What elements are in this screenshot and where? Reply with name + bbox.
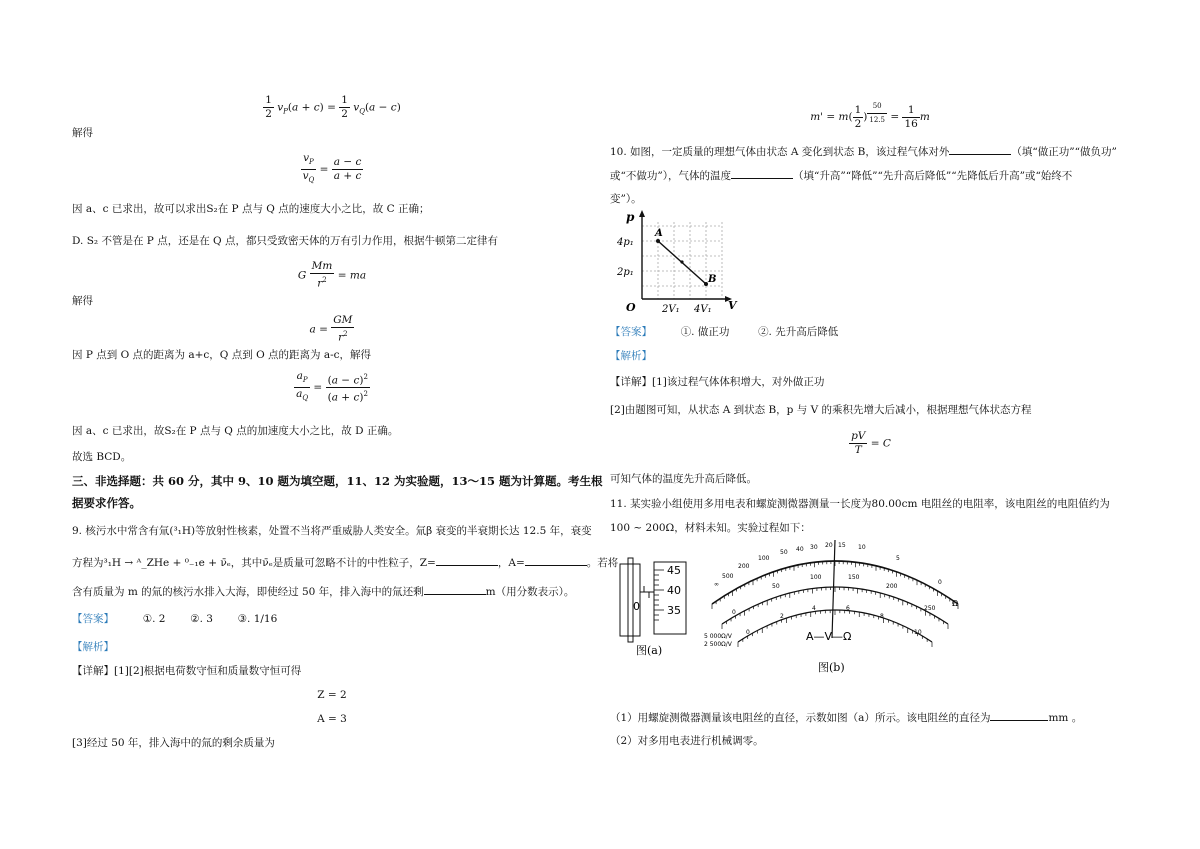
- q11-line2: 100 ~ 200Ω，材料未知。实验过程如下：: [610, 522, 811, 534]
- equation-a-value: A = 3: [317, 713, 347, 725]
- multimeter-spec-2: 2 500Ω/V: [704, 641, 732, 648]
- ac-tick-6: 6: [846, 605, 850, 612]
- q10-line1-text-a: 10. 如图，一定质量的理想气体由状态 A 变化到状态 B，该过程气体对外: [610, 146, 950, 158]
- pv-axis-v: V: [728, 299, 737, 312]
- q9-blank-a[interactable]: [525, 555, 587, 566]
- q10-answer-label: 【答案】: [610, 326, 652, 338]
- pv-origin: O: [626, 301, 636, 314]
- q10-line1-text-b: （填“做正功”“做负功”: [1011, 146, 1117, 158]
- q11-part1: [610, 710, 1082, 725]
- omega-unit: Ω: [952, 599, 959, 608]
- ohm-tick-15: 15: [838, 542, 846, 549]
- equation-remaining-mass: m' = m( $\frac{1}{2}$ ) $^{\frac{50}{12.5}}$ = $\frac{1}{16}$ m: [810, 102, 930, 130]
- section-title-line2: 据要求作答。: [72, 496, 141, 510]
- equation-newton: G $\frac{Mm}{r^2}$ = ma: [297, 260, 367, 290]
- ac-tick-10: 10: [914, 629, 922, 636]
- q9-step3: [3]经过 50 年，排入海中的氚的剩余质量为: [72, 737, 275, 749]
- q9-answer-row: [72, 612, 277, 626]
- q9-line1: 9. 核污水中常含有氚(³₁H)等放射性核素，处置不当将严重威胁人类安全。氚β 衰变的半衰期长达 12.5 年，衰变: [72, 525, 592, 537]
- ohm-tick-10: 10: [858, 544, 866, 551]
- q9-detail: 【详解】[1][2]根据电荷数守恒和质量数守恒可得: [72, 665, 302, 677]
- figure-b-multimeter: [700, 538, 970, 678]
- pv-x-tick-4: 4V₁: [694, 304, 712, 315]
- micrometer-zero: 0: [633, 600, 640, 613]
- pv-point-a: A: [655, 228, 663, 239]
- ac-tick-4: 4: [812, 605, 816, 612]
- dc-tick-200: 200: [886, 583, 898, 590]
- ac-tick-2: 2: [780, 613, 784, 620]
- ohm-tick-30: 30: [810, 544, 818, 551]
- q9-line3-text-b: m（用分数表示）。: [485, 586, 575, 598]
- q10-line3: 变”）。: [610, 193, 642, 205]
- line-distance: 因 P 点到 O 点的距离为 a+c，Q 点到 O 点的距离为 a-c，解得: [72, 349, 372, 361]
- q10-line2-text-b: （填“升高”“降低”“先升高后降低”“先降低后升高”或“始终不: [793, 170, 1073, 182]
- q10-blank-work[interactable]: [949, 144, 1011, 155]
- q9-answer-3: ③. 1/16: [237, 613, 278, 625]
- q9-blank-z[interactable]: [436, 555, 498, 566]
- q10-detail1: 【详解】[1]该过程气体体积增大，对外做正功: [610, 376, 825, 388]
- equation-z: Z = 2: [317, 689, 347, 701]
- q10-detail2: [2]由题图可知，从状态 A 到状态 B，p 与 V 的乘积先增大后减小，根据理想气体状态方程: [610, 404, 1032, 416]
- equation-acceleration-ratio: $\frac{a_P}{a_Q}$ = $\frac{(a - c)^2}{(a + c)^2}$: [296, 370, 368, 404]
- q9-answer-2: ②. 3: [190, 613, 213, 625]
- ohm-tick-200: 200: [738, 563, 750, 570]
- q11-part1-text-b: mm 。: [1048, 712, 1083, 724]
- ohm-tick-5: 5: [896, 555, 900, 562]
- equation-acceleration: a = $\frac{GM}{r^2}$: [309, 314, 353, 344]
- figure-b-caption: 图(b): [818, 661, 845, 674]
- q9-line2-text-c: 。若将: [586, 557, 619, 569]
- q9-line3-text-a: 含有质量为 m 的氚的核污水排入大海，即使经过 50 年，排入海中的氚还剩: [72, 586, 424, 598]
- dc-tick-50: 50: [772, 583, 780, 590]
- equation-velocity-balance: $\frac{1}{2}$ $v_P(a + c)$ = $\frac{1}{2}$ $v_Q(a - c)$: [265, 94, 401, 120]
- q10-line1: [610, 144, 1117, 159]
- multimeter-mode-label: A—V—Ω: [806, 630, 852, 643]
- micrometer-scale-45: 45: [667, 564, 681, 577]
- q10-blank-temp[interactable]: [731, 168, 793, 179]
- q9-line2: [72, 555, 618, 570]
- figure-a-micrometer: [614, 556, 700, 660]
- ac-tick-0: 0: [746, 629, 750, 636]
- ac-tick-8: 8: [880, 613, 884, 620]
- ohm-tick-20: 20: [825, 542, 833, 549]
- dc-tick-100: 100: [810, 574, 822, 581]
- ohm-tick-0: 0: [938, 579, 942, 586]
- q9-line3: [72, 584, 574, 599]
- q9-line2-text-a: 方程为³₁H → ᴬ_ZHe + ⁰₋₁e + ν̄ₑ，其中ν̄ₑ是质量可忽略不计的中性粒子，Z=: [72, 557, 436, 569]
- ohm-tick-50: 50: [780, 549, 788, 556]
- q11-line1: 11. 某实验小组使用多用电表和螺旋测微器测量一长度为80.00cm 电阻丝的电阻率，该电阻丝的电阻值约为: [610, 498, 1110, 510]
- line-choose: 故选 BCD。: [72, 451, 132, 463]
- q11-blank-diameter[interactable]: [990, 710, 1048, 721]
- q9-analysis-label: 【解析】: [72, 641, 114, 653]
- line-d-intro: D. S₂ 不管是在 P 点，还是在 Q 点，都只受致密天体的万有引力作用，根据牛顿第二定律有: [72, 235, 498, 247]
- dc-tick-150: 150: [848, 574, 860, 581]
- micrometer-scale-40: 40: [667, 584, 681, 597]
- q10-line2-text-a: 或“不做功”），气体的温度: [610, 170, 731, 182]
- q9-answer-1: ①. 2: [142, 613, 166, 625]
- q10-analysis-label: 【解析】: [610, 350, 652, 362]
- q10-answer-1: ①. 做正功: [680, 326, 730, 338]
- pv-y-tick-4: 4p₁: [617, 237, 634, 248]
- equation-ideal-gas: $\frac{pV}{T}$ = C: [851, 430, 891, 456]
- pv-x-tick-2: 2V₁: [662, 304, 680, 315]
- jiede-label-2: 解得: [72, 295, 93, 307]
- line-d-correct: 因 a、c 已求出，故S₂在 P 点与 Q 点的加速度大小之比，故 D 正确。: [72, 425, 399, 437]
- q11-part1-text-a: （1）用螺旋测微器测量该电阻丝的直径，示数如图（a）所示。该电阻丝的直径为: [610, 712, 991, 724]
- q9-line2-text-b: ，A=: [497, 557, 525, 569]
- q11-part2: （2）对多用电表进行机械调零。: [610, 735, 764, 747]
- jiede-label-1: 解得: [72, 127, 93, 139]
- ohm-tick-500: 500: [722, 573, 734, 580]
- q10-answer-row: [610, 325, 838, 339]
- dc-tick-0: 0: [732, 609, 736, 616]
- ohm-tick-100: 100: [758, 555, 770, 562]
- q9-blank-mass[interactable]: [424, 584, 486, 595]
- q10-answer-2: ②. 先升高后降低: [758, 326, 839, 338]
- figure-a-caption: 图(a): [636, 644, 663, 657]
- ohm-tick-inf: ∞: [714, 581, 719, 588]
- ohm-tick-40: 40: [796, 546, 804, 553]
- pv-point-b: B: [708, 274, 717, 285]
- micrometer-scale-35: 35: [667, 604, 681, 617]
- q9-answer-label: 【答案】: [72, 613, 114, 625]
- line-c-correct: 因 a、c 已求出，故可以求出S₂在 P 点与 Q 点的速度大小之比，故 C 正确；: [72, 203, 430, 215]
- multimeter-spec-1: 5 000Ω/V: [704, 633, 732, 640]
- pv-graph: [616, 208, 746, 318]
- q10-conclusion: 可知气体的温度先升高后降低。: [610, 473, 757, 485]
- pv-y-tick-2: 2p₁: [617, 267, 634, 278]
- dc-tick-250: 250: [924, 605, 936, 612]
- q10-line2: [610, 168, 1072, 183]
- pv-axis-p: p: [626, 210, 635, 224]
- equation-velocity-ratio: $\frac{v_P}{v_Q}$ = $\frac{a - c}{a + c}$: [302, 152, 362, 185]
- section-title-line1: 三、非选择题：共 60 分，其中 9、10 题为填空题，11、12 为实验题，13～15 题为计算题。考生根: [72, 474, 603, 488]
